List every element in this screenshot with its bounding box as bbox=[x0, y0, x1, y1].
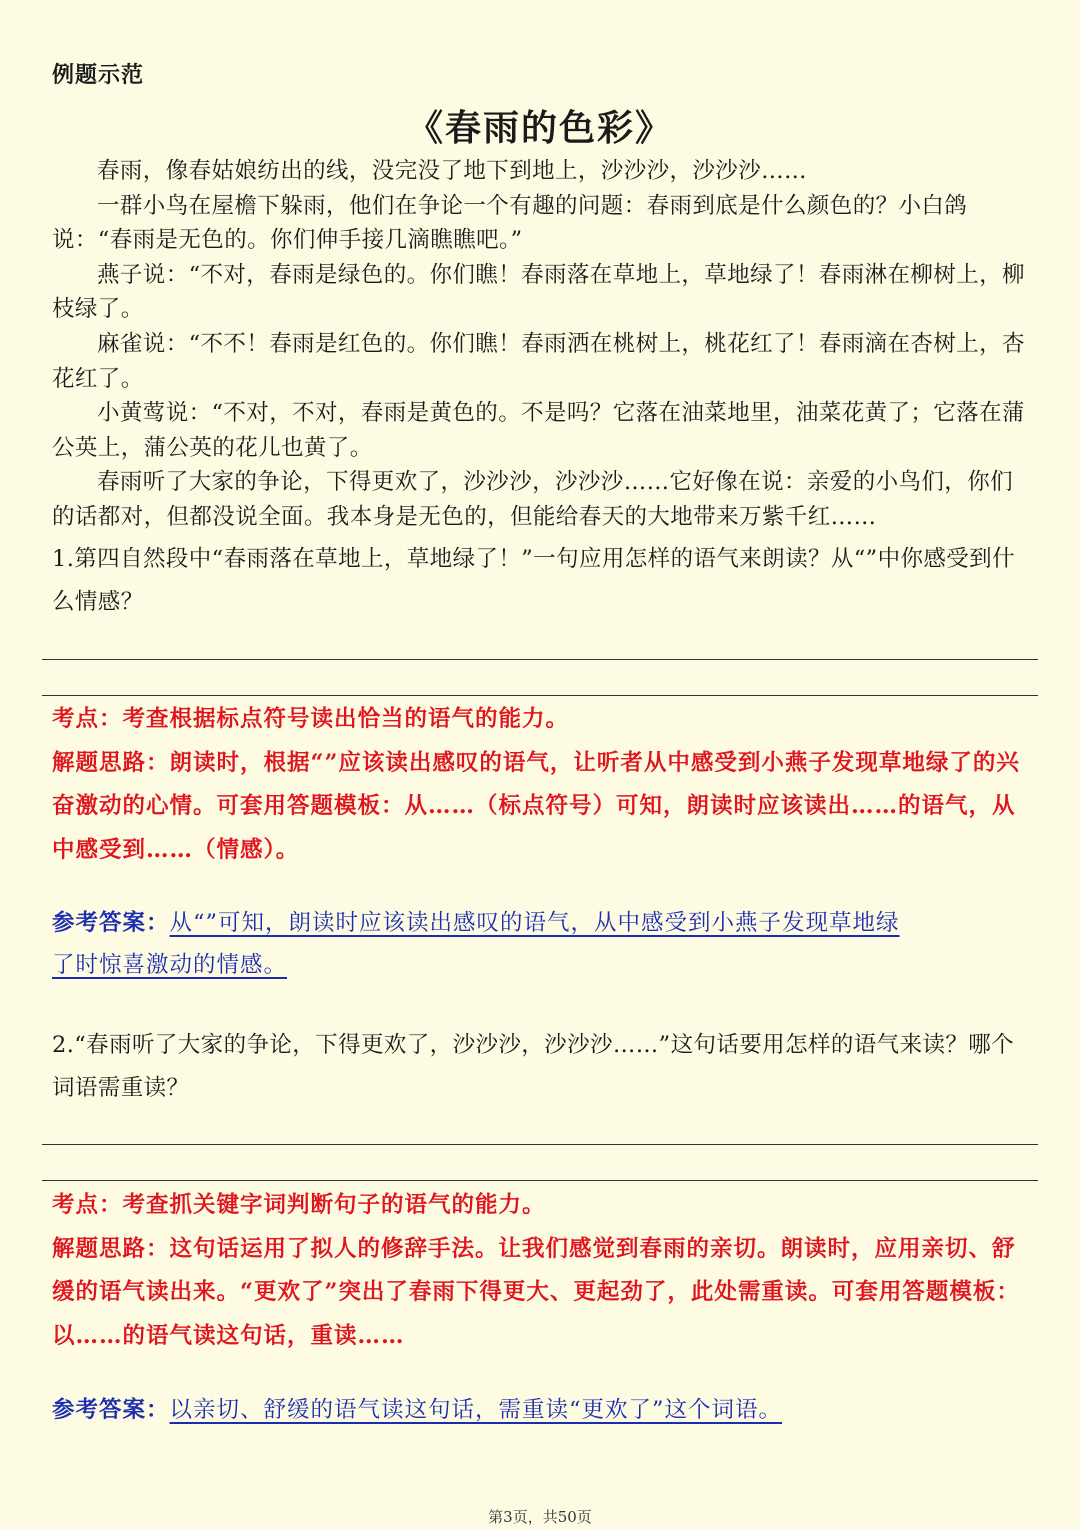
question-2-kaodian: 考点：考查抓关键字词判断句子的语气的能力。 bbox=[52, 1192, 546, 1218]
answer-text-continued: 了时惊喜激动的情感。 bbox=[52, 952, 288, 978]
question-1-kaodian: 考点：考查根据标点符号读出恰当的语气的能力。 bbox=[52, 706, 570, 732]
passage-paragraph: 小黄莺说：“不对，不对，春雨是黄色的。不是吗？它落在油菜地里，油菜花黄了；它落在蒲公英上，蒲公英的花儿也黄了。 bbox=[52, 400, 1025, 461]
answer-line-divider bbox=[42, 659, 1038, 660]
passage-paragraph: 春雨，像春姑娘纺出的线，没完没了地下到地上，沙沙沙，沙沙沙…… bbox=[97, 158, 807, 184]
passage-paragraph: 麻雀说：“不不！春雨是红色的。你们瞧！春雨洒在桃树上，桃花红了！春雨滴在杏树上，杏花红了。 bbox=[52, 330, 1025, 392]
question-2-answer bbox=[52, 1389, 1037, 1431]
passage-paragraph: 一群小鸟在屋檐下躲雨，他们在争论一个有趣的问题：春雨到底是什么颜色的？小白鸽说：“春雨是无色的。你们伸手接几滴瞧瞧吧。” bbox=[52, 192, 968, 254]
answer-line-divider bbox=[42, 695, 1038, 696]
question-1-text: 1.第四自然段中“春雨落在草地上，草地绿了！”一句应用怎样的语气来朗读？从“”中你感受到什么情感？ bbox=[52, 546, 1015, 615]
answer-line-divider bbox=[42, 1144, 1038, 1145]
passage-paragraph: 燕子说：“不对，春雨是绿色的。你们瞧！春雨落在草地上，草地绿了！春雨淋在柳树上，柳枝绿了。 bbox=[52, 261, 1025, 323]
question-1-analysis bbox=[52, 698, 1037, 872]
page-number: 第3页，共50页 bbox=[488, 1508, 592, 1526]
answer-text: 从“”可知，朗读时应该读出感叹的语气，从中感受到小燕子发现草地绿 bbox=[169, 910, 900, 936]
question-1-answer bbox=[52, 902, 1037, 986]
answer-line-divider bbox=[42, 1180, 1038, 1181]
question-2-text: 2.“春雨听了大家的争论，下得更欢了，沙沙沙，沙沙沙……”这句话要用怎样的语气来读？哪个词语需重读？ bbox=[52, 1032, 1015, 1101]
passage-paragraph: 春雨听了大家的争论，下得更欢了，沙沙沙，沙沙沙……它好像在说：亲爱的小鸟们，你们的话都对，但都没说全面。我本身是无色的，但能给春天的大地带来万紫千红…… bbox=[52, 469, 1014, 530]
question-2-analysis bbox=[52, 1184, 1037, 1358]
answer-label: 参考答案： bbox=[52, 910, 170, 936]
question-2-silu: 解题思路：这句话运用了拟人的修辞手法。让我们感觉到春雨的亲切。朗读时，应用亲切、舒缓的语气读出来。“更欢了”突出了春雨下得更大、更起劲了，此处需重读。可套用答题模板：以……的语气读这句话，重读…… bbox=[52, 1235, 1020, 1349]
section-label: 例题示范 bbox=[52, 62, 145, 88]
answer-text: 以亲切、舒缓的语气读这句话，需重读“更欢了”这个词语。 bbox=[169, 1397, 783, 1423]
answer-label: 参考答案： bbox=[52, 1397, 170, 1423]
passage-body bbox=[52, 154, 1032, 535]
question-1-silu: 解题思路：朗读时，根据“”应该读出感叹的语气，让听者从中感受到小燕子发现草地绿了的兴奋激动的心情。可套用答题模板：从……（标点符号）可知，朗读时应该读出……的语气，从中感受到……（情感）。 bbox=[52, 749, 1020, 863]
passage-title: 《春雨的色彩》 bbox=[406, 107, 673, 149]
